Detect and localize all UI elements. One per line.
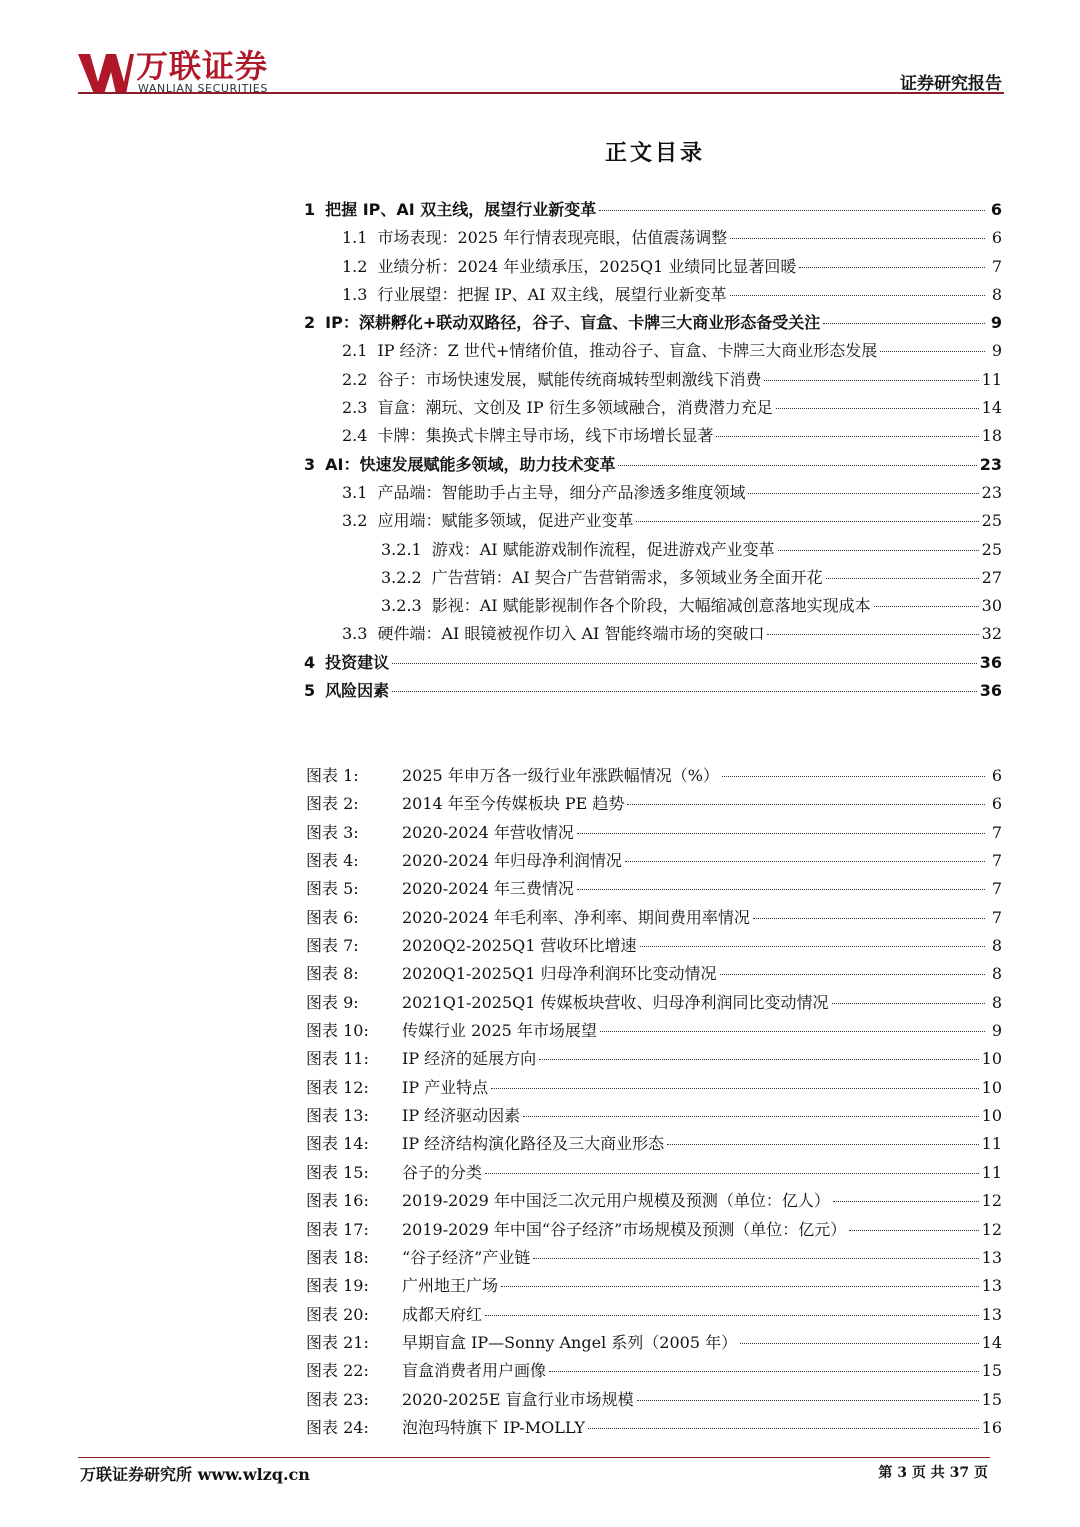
leader-dots: [716, 436, 978, 437]
figure-entry[interactable]: [306, 790, 1002, 818]
figure-entry[interactable]: [306, 1301, 1002, 1329]
toc-entry-title: 谷子：市场快速发展，赋能传统商城转型刺激线下消费: [377, 369, 762, 389]
figure-title: 2020-2024 年三费情况: [402, 879, 574, 899]
footer-institute: 万联证券研究所 www.wlzq.cn: [80, 1465, 310, 1484]
figure-label: 图表 13:: [306, 1106, 369, 1126]
toc-entry-page: 23: [979, 454, 1002, 474]
figure-label: 图表 21:: [306, 1332, 369, 1352]
toc-entry-number: 1: [304, 200, 316, 219]
toc-entry-page: 25: [981, 511, 1002, 531]
toc-entry-number: 1.3: [342, 284, 368, 304]
toc-entry-page: 14: [981, 398, 1002, 418]
figure-title: 2019-2029 年中国“谷子经济”市场规模及预测（单位：亿元）: [402, 1219, 847, 1239]
toc-entry-title: 行业展望：把握 IP、AI 双主线，展望行业新变革: [377, 284, 727, 304]
leader-dots: [392, 663, 977, 664]
toc-entry-title: 应用端：赋能多领域，促进产业变革: [377, 511, 634, 531]
toc-entry-number: 1.1: [342, 228, 368, 248]
figure-entry[interactable]: [306, 1272, 1002, 1300]
toc-entry-number: 3: [304, 454, 316, 474]
toc-entry-title: 硬件端：AI 眼镜被视作切入 AI 智能终端市场的突破口: [377, 624, 765, 644]
figure-entry[interactable]: [306, 1017, 1002, 1045]
figure-label: 图表 18:: [306, 1247, 369, 1267]
figure-entry[interactable]: [306, 847, 1002, 875]
leader-dots: [778, 550, 979, 551]
leader-dots: [600, 1031, 985, 1032]
toc-entry-title: 业绩分析：2024 年业绩承压，2025Q1 业绩同比显著回暖: [377, 256, 797, 276]
figure-entry[interactable]: [306, 989, 1002, 1017]
figure-label: 图表 3:: [306, 822, 359, 842]
toc-entry-page: 32: [981, 624, 1002, 644]
figure-entry[interactable]: [306, 819, 1002, 847]
toc-entry-number: 2.1: [342, 341, 368, 361]
toc-entry-page: 6: [990, 200, 1002, 219]
figure-entry[interactable]: [306, 1130, 1002, 1158]
leader-dots: [599, 210, 985, 211]
toc-entry-number: 3.1: [342, 482, 368, 502]
figure-label: 图表 5:: [306, 879, 359, 899]
leader-dots: [849, 1230, 978, 1231]
leader-dots: [625, 861, 985, 862]
toc-entry-title: AI：快速发展赋能多领域，助力技术变革: [325, 454, 616, 474]
figure-page: 8: [991, 936, 1002, 956]
toc-entry[interactable]: [304, 422, 1002, 450]
leader-dots: [637, 1400, 979, 1401]
header-divider: [78, 92, 1004, 94]
figure-title: IP 经济的延展方向: [402, 1049, 537, 1069]
figure-entry[interactable]: [306, 1074, 1002, 1102]
figure-title: 2014 年至今传媒板块 PE 趋势: [402, 794, 625, 814]
leader-dots: [776, 408, 979, 409]
figure-entry[interactable]: [306, 1414, 1002, 1442]
figure-title: “谷子经济”产业链: [402, 1247, 531, 1267]
figure-list: [306, 762, 1002, 1442]
figure-label: 图表 23:: [306, 1389, 369, 1409]
figure-entry[interactable]: [306, 1102, 1002, 1130]
toc-entry-title: 市场表现：2025 年行情表现亮眼，估值震荡调整: [377, 228, 728, 248]
toc-entry-number: 3.2: [342, 511, 368, 531]
figure-entry[interactable]: [306, 1244, 1002, 1272]
toc-entry-title: 投资建议: [325, 652, 390, 672]
leader-dots: [588, 1428, 979, 1429]
figure-page: 13: [981, 1304, 1002, 1324]
report-type: 证券研究报告: [900, 74, 1002, 94]
leader-dots: [667, 1144, 978, 1145]
figure-page: 7: [991, 907, 1002, 927]
figure-page: 12: [981, 1191, 1002, 1211]
figure-entry[interactable]: [306, 904, 1002, 932]
leader-dots: [627, 804, 985, 805]
figure-page: 13: [981, 1247, 1002, 1267]
figure-page: 10: [981, 1049, 1002, 1069]
figure-title: 泡泡玛特旗下 IP-MOLLY: [402, 1417, 585, 1437]
toc-entry-page: 8: [991, 284, 1002, 304]
figure-title: 2020Q2-2025Q1 营收环比增速: [402, 936, 637, 956]
leader-dots: [618, 465, 976, 466]
leader-dots: [640, 946, 985, 947]
leader-dots: [523, 1116, 978, 1117]
footer-divider: [78, 1457, 990, 1458]
leader-dots: [577, 833, 985, 834]
toc-entry-page: 30: [981, 596, 1002, 616]
toc-entry-number: 3.2.3: [381, 596, 422, 616]
figure-title: 2019-2029 年中国泛二次元用户规模及预测（单位：亿人）: [402, 1191, 830, 1211]
figure-label: 图表 19:: [306, 1276, 369, 1296]
leader-dots: [636, 521, 978, 522]
figure-title: 2020-2025E 盲盒行业市场规模: [402, 1389, 634, 1409]
toc-entry[interactable]: [304, 224, 1002, 252]
toc-entry[interactable]: [304, 479, 1002, 507]
leader-dots: [799, 267, 985, 268]
figure-page: 16: [981, 1417, 1002, 1437]
figure-page: 7: [991, 879, 1002, 899]
figure-title: 2021Q1-2025Q1 传媒板块营收、归母净利润同比变动情况: [402, 992, 829, 1012]
figure-label: 图表 8:: [306, 964, 359, 984]
figure-page: 15: [981, 1361, 1002, 1381]
toc-entry[interactable]: [304, 337, 1002, 365]
figure-page: 6: [991, 766, 1002, 785]
figure-label: 图表 16:: [306, 1191, 369, 1211]
leader-dots: [491, 1088, 978, 1089]
toc-entry[interactable]: [304, 196, 1002, 224]
leader-dots: [740, 1343, 979, 1344]
toc-entry[interactable]: [304, 309, 1002, 337]
toc-entry-title: 卡牌：集换式卡牌主导市场，线下市场增长显著: [377, 426, 714, 446]
table-of-contents: [304, 196, 1002, 705]
figure-title: IP 经济驱动因素: [402, 1106, 521, 1126]
figure-title: 谷子的分类: [402, 1162, 483, 1182]
toc-entry-title: IP：深耕孵化+联动双路径，谷子、盲盒、卡牌三大商业形态备受关注: [325, 313, 821, 333]
toc-entry-title: IP 经济：Z 世代+情绪价值，推动谷子、盲盒、卡牌三大商业形态发展: [377, 341, 878, 361]
toc-entry-page: 6: [991, 228, 1002, 248]
figure-page: 11: [981, 1162, 1002, 1182]
figure-page: 10: [981, 1077, 1002, 1097]
leader-dots: [720, 974, 985, 975]
leader-dots: [392, 691, 977, 692]
leader-dots: [730, 238, 985, 239]
leader-dots: [764, 380, 978, 381]
figure-title: 早期盲盒 IP—Sonny Angel 系列（2005 年）: [402, 1332, 738, 1352]
page-number: 第 3 页 共 37 页: [878, 1465, 988, 1481]
figure-label: 图表 24:: [306, 1417, 369, 1437]
page-header: [0, 0, 1080, 100]
toc-entry[interactable]: [304, 253, 1002, 281]
logo-text-cn: 万联证券: [136, 47, 269, 85]
figure-label: 图表 17:: [306, 1219, 369, 1239]
figure-title: 2020-2024 年营收情况: [402, 822, 574, 842]
leader-dots: [539, 1059, 978, 1060]
toc-entry-title: 风险因素: [325, 681, 390, 701]
toc-entry-page: 36: [979, 681, 1002, 701]
leader-dots: [485, 1173, 979, 1174]
figure-label: 图表 1:: [306, 766, 359, 785]
figure-entry[interactable]: [306, 932, 1002, 960]
leader-dots: [874, 606, 979, 607]
toc-entry[interactable]: [304, 394, 1002, 422]
figure-entry[interactable]: [306, 875, 1002, 903]
figure-entry[interactable]: [306, 1045, 1002, 1073]
figure-page: 8: [991, 992, 1002, 1012]
toc-entry-title: 盲盒：潮玩、文创及 IP 衍生多领域融合，消费潜力充足: [377, 398, 773, 418]
toc-entry-number: 2: [304, 313, 316, 333]
figure-title: 传媒行业 2025 年市场展望: [402, 1021, 597, 1041]
figure-title: IP 经济结构演化路径及三大商业形态: [402, 1134, 665, 1154]
figure-label: 图表 10:: [306, 1021, 369, 1041]
toc-entry-page: 18: [981, 426, 1002, 446]
toc-entry-number: 3.2.2: [381, 567, 422, 587]
figure-title: 2020Q1-2025Q1 归母净利润环比变动情况: [402, 964, 717, 984]
figure-page: 10: [981, 1106, 1002, 1126]
toc-entry-page: 27: [981, 567, 1002, 587]
toc-entry-page: 9: [990, 313, 1002, 333]
figure-page: 14: [981, 1332, 1002, 1352]
leader-dots: [533, 1258, 978, 1259]
figure-title: 盲盒消费者用户画像: [402, 1361, 547, 1381]
toc-entry-title: 产品端：智能助手占主导，细分产品渗透多维度领域: [377, 482, 746, 502]
figure-page: 13: [981, 1276, 1002, 1296]
logo-text-en: WANLIAN SECURITIES: [138, 82, 268, 95]
leader-dots: [767, 634, 978, 635]
figure-entry[interactable]: [306, 1357, 1002, 1385]
leader-dots: [485, 1315, 979, 1316]
figure-entry[interactable]: [306, 1187, 1002, 1215]
figure-page: 11: [981, 1134, 1002, 1154]
toc-entry-number: 2.4: [342, 426, 368, 446]
figure-entry[interactable]: [306, 762, 1002, 790]
figure-page: 15: [981, 1389, 1002, 1409]
leader-dots: [722, 776, 985, 777]
toc-entry-page: 11: [981, 369, 1002, 389]
figure-label: 图表 20:: [306, 1304, 369, 1324]
leader-dots: [577, 889, 985, 890]
leader-dots: [833, 1201, 979, 1202]
figure-page: 7: [991, 851, 1002, 871]
toc-entry[interactable]: [304, 564, 1002, 592]
leader-dots: [823, 323, 985, 324]
wanlian-logo-icon: [76, 52, 134, 96]
toc-entry[interactable]: [304, 536, 1002, 564]
figure-entry[interactable]: [306, 1386, 1002, 1414]
leader-dots: [826, 578, 979, 579]
figure-entry[interactable]: [306, 960, 1002, 988]
toc-entry[interactable]: [304, 649, 1002, 677]
toc-entry-number: 4: [304, 652, 316, 672]
figure-label: 图表 22:: [306, 1361, 369, 1381]
toc-entry-title: 影视：AI 赋能影视制作各个阶段，大幅缩减创意落地实现成本: [431, 596, 871, 616]
toc-entry-page: 23: [981, 482, 1002, 502]
toc-entry-page: 36: [979, 652, 1002, 672]
toc-entry-number: 2.3: [342, 398, 368, 418]
figure-entry[interactable]: [306, 1159, 1002, 1187]
toc-entry-number: 3.3: [342, 624, 368, 644]
figure-entry[interactable]: [306, 1216, 1002, 1244]
toc-entry-page: 7: [991, 256, 1002, 276]
toc-entry-page: 25: [981, 539, 1002, 559]
toc-entry-number: 3.2.1: [381, 539, 422, 559]
figure-title: 2020-2024 年归母净利润情况: [402, 851, 622, 871]
figure-label: 图表 4:: [306, 851, 359, 871]
figure-page: 8: [991, 964, 1002, 984]
toc-entry-title: 把握 IP、AI 双主线，展望行业新变革: [325, 200, 597, 219]
leader-dots: [730, 295, 985, 296]
figure-label: 图表 2:: [306, 794, 359, 814]
leader-dots: [501, 1286, 979, 1287]
toc-entry-title: 广告营销：AI 契合广告营销需求，多领域业务全面开花: [431, 567, 823, 587]
leader-dots: [549, 1371, 979, 1372]
toc-entry[interactable]: [304, 507, 1002, 535]
toc-entry[interactable]: [304, 366, 1002, 394]
leader-dots: [832, 1003, 985, 1004]
toc-entry[interactable]: [304, 592, 1002, 620]
toc-entry[interactable]: [304, 620, 1002, 648]
toc-entry-title: 游戏：AI 赋能游戏制作流程，促进游戏产业变革: [431, 539, 775, 559]
toc-entry-page: 9: [991, 341, 1002, 361]
leader-dots: [748, 493, 978, 494]
figure-title: 广州地王广场: [402, 1276, 499, 1296]
figure-label: 图表 15:: [306, 1162, 369, 1182]
figure-label: 图表 6:: [306, 907, 359, 927]
figure-title: IP 产业特点: [402, 1077, 489, 1097]
figure-label: 图表 9:: [306, 992, 359, 1012]
leader-dots: [880, 351, 985, 352]
toc-entry[interactable]: [304, 677, 1002, 705]
figure-title: 2020-2024 年毛利率、净利率、期间费用率情况: [402, 907, 750, 927]
toc-title: 正文目录: [604, 141, 705, 166]
toc-entry-number: 5: [304, 681, 316, 701]
figure-label: 图表 14:: [306, 1134, 369, 1154]
figure-label: 图表 7:: [306, 936, 359, 956]
figure-label: 图表 11:: [306, 1049, 369, 1069]
figure-title: 2025 年申万各一级行业年涨跌幅情况（%）: [402, 766, 720, 785]
toc-entry[interactable]: [304, 451, 1002, 479]
toc-entry[interactable]: [304, 281, 1002, 309]
toc-entry-number: 2.2: [342, 369, 368, 389]
toc-entry-number: 1.2: [342, 256, 368, 276]
leader-dots: [753, 918, 985, 919]
figure-page: 12: [981, 1219, 1002, 1239]
figure-page: 7: [991, 822, 1002, 842]
figure-page: 9: [991, 1021, 1002, 1041]
figure-label: 图表 12:: [306, 1077, 369, 1097]
figure-page: 6: [991, 794, 1002, 814]
figure-entry[interactable]: [306, 1329, 1002, 1357]
figure-title: 成都天府红: [402, 1304, 483, 1324]
